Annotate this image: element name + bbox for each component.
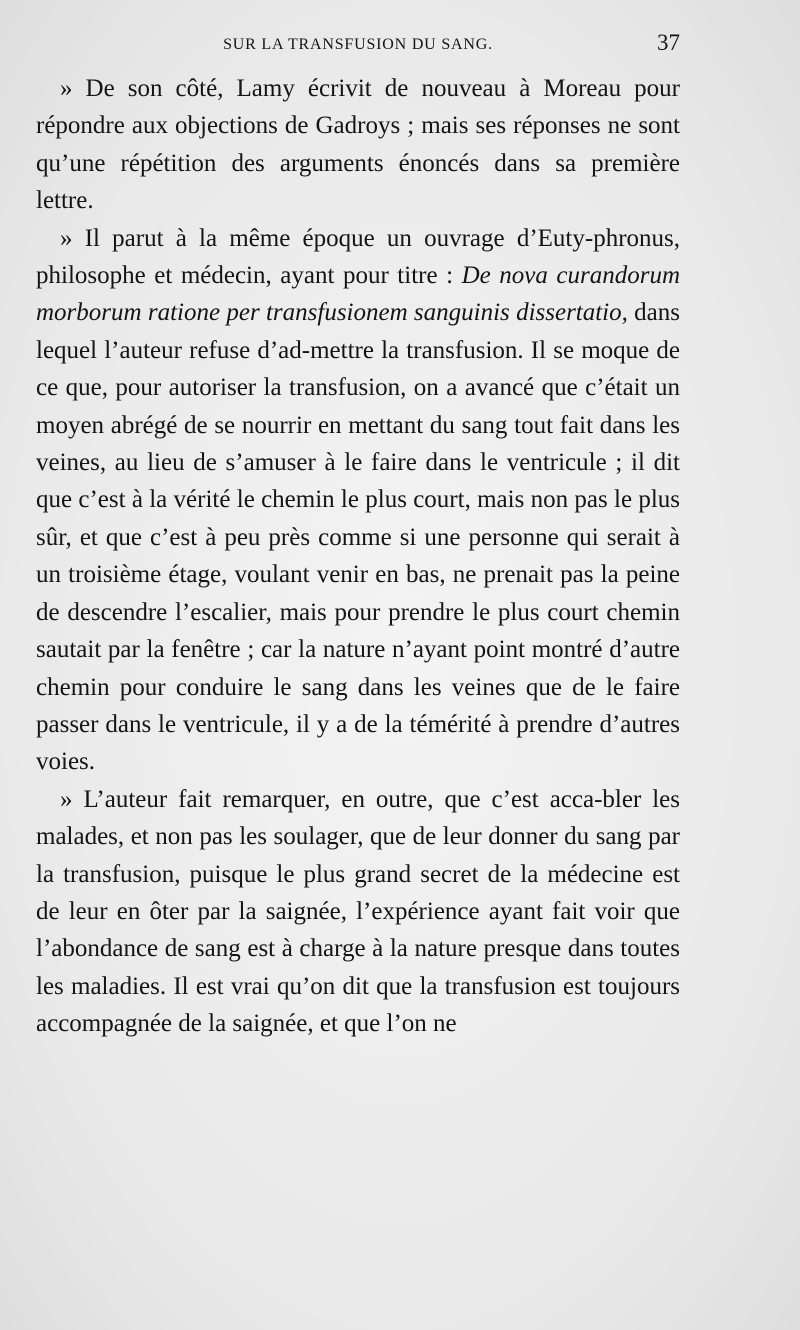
page-number: 37: [657, 30, 680, 55]
page-header: [36, 30, 680, 62]
paragraph-2-rest: dans lequel l’auteur refuse d’ad-mettre la transfusion. Il se moque de ce que, pour autoriser la transfusion, on a avancé que c’était un moyen abrégé de se nourrir en mettant du sang tout fait dans les veines, au lieu de s’amuser à le faire dans le ventricule ; il dit que c’est à la vérité le chemin le plus court, mais non pas le plus sûr, et que c’est à peu près comme si une personne qui serait à un troisième étage, voulant venir en bas, ne prenait pas la peine de descendre l’escalier, mais pour prendre le plus court chemin sautait par la fenêtre ; car la nature n’ayant point montré d’autre chemin pour conduire le sang dans les veines que de le faire passer dans le ventricule, il y a de la témérité à prendre d’autres voies.: [36, 299, 681, 776]
paragraph-2: [36, 220, 680, 781]
book-title-italic: De nova curandorum morborum ratione per transfusionem sanguinis dissertatio,: [36, 262, 680, 327]
paragraph-3: » L’auteur fait remarquer, en outre, que c’est acca-bler les malades, et non pas les soulager, que de leur donner du sang par la transfusion, puisque le plus grand secret de la médecine est de leur en ôter par la saignée, l’expérience ayant fait voir que l’abondance de sang est à charge à la nature presque dans toutes les maladies. Il est vrai qu’on dit que la transfusion est toujours accompagnée de la saignée, et que l’on ne: [36, 785, 680, 1038]
running-title: SUR LA TRANSFUSION DU SANG.: [223, 36, 493, 53]
paragraph-2-lead: » Il parut à la même époque un ouvrage d’Euty-phronus, philosophe et médecin, ayant pour titre :: [36, 224, 680, 290]
paragraph-1: » De son côté, Lamy écrivit de nouveau à Moreau pour répondre aux objections de Gadroys ; mais ses réponses ne sont qu’une répétition des arguments énoncés dans sa première lettre.: [36, 75, 680, 215]
body-text: [36, 70, 680, 1043]
